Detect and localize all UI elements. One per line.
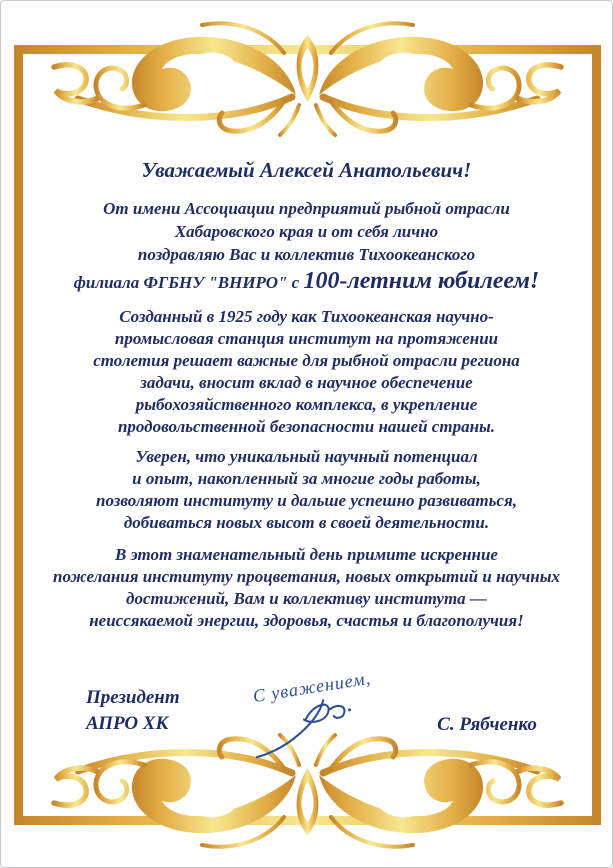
- paragraph-1: [46, 197, 567, 298]
- signer-title: [46, 669, 216, 789]
- letter-line: В этот знаменательный день примите искренние: [115, 545, 498, 564]
- signer-title-line: Президент: [86, 687, 180, 708]
- jubilee-prefix: филиала ФГБНУ "ВНИРО" с: [73, 273, 304, 292]
- letter-line: добиваться новых высот в своей деятельности.: [123, 513, 490, 532]
- signature-flourish: [244, 695, 364, 765]
- jubilee-emphasis: 100-летним юбилеем!: [303, 268, 540, 294]
- letter-line: Хабаровского края и от себя лично: [174, 222, 439, 241]
- paragraph-2: [46, 306, 567, 438]
- letter-line: неиссякаемой энергии, здоровья, счастья и благополучия!: [89, 611, 524, 630]
- handwritten-closing: [216, 669, 407, 789]
- letter-line: столетия решает важные для рыбной отрасли региона: [93, 351, 520, 370]
- paragraph-4: [46, 544, 567, 632]
- letter-line: рыбохозяйственного комплекса, в укрепление: [135, 395, 478, 414]
- signer-name: С. Рябченко: [437, 714, 537, 735]
- letter-line: достижений, Вам и коллективу института —: [126, 589, 487, 608]
- letter-line: позволяют институту и дальше успешно развиваться,: [96, 491, 517, 510]
- salutation: Уважаемый Алексей Анатольевич!: [141, 158, 472, 182]
- letter-line: Уверен, что уникальный научный потенциал: [135, 447, 478, 466]
- letter-content: [46, 157, 567, 632]
- handwritten-regards-text: С уважением,: [251, 667, 372, 707]
- signer-title-line: АПРО ХК: [86, 713, 169, 734]
- letter-line: задачи, вносит вклад в научное обеспечение: [140, 373, 473, 392]
- letter-line-jubilee: [46, 266, 567, 298]
- paragraph-3: [46, 446, 567, 534]
- letter-line: пожелания институту процветания, новых открытий и научных: [52, 567, 560, 586]
- signature-block: [46, 669, 567, 789]
- letter-line: От имени Ассоциации предприятий рыбной отрасли: [103, 199, 510, 218]
- letter-line: продовольственной безопасности нашей страны.: [117, 417, 496, 436]
- top-flourish-ornament: [54, 23, 561, 135]
- letter-line: промысловая станция институт на протяжении: [114, 329, 499, 348]
- letter-line: и опыт, накопленный за многие годы работы,: [132, 469, 481, 488]
- letter-line: поздравляю Вас и коллектив Тихоокеанского: [137, 245, 476, 264]
- letter-line: Созданный в 1925 году как Тихоокеанская научно-: [119, 307, 494, 326]
